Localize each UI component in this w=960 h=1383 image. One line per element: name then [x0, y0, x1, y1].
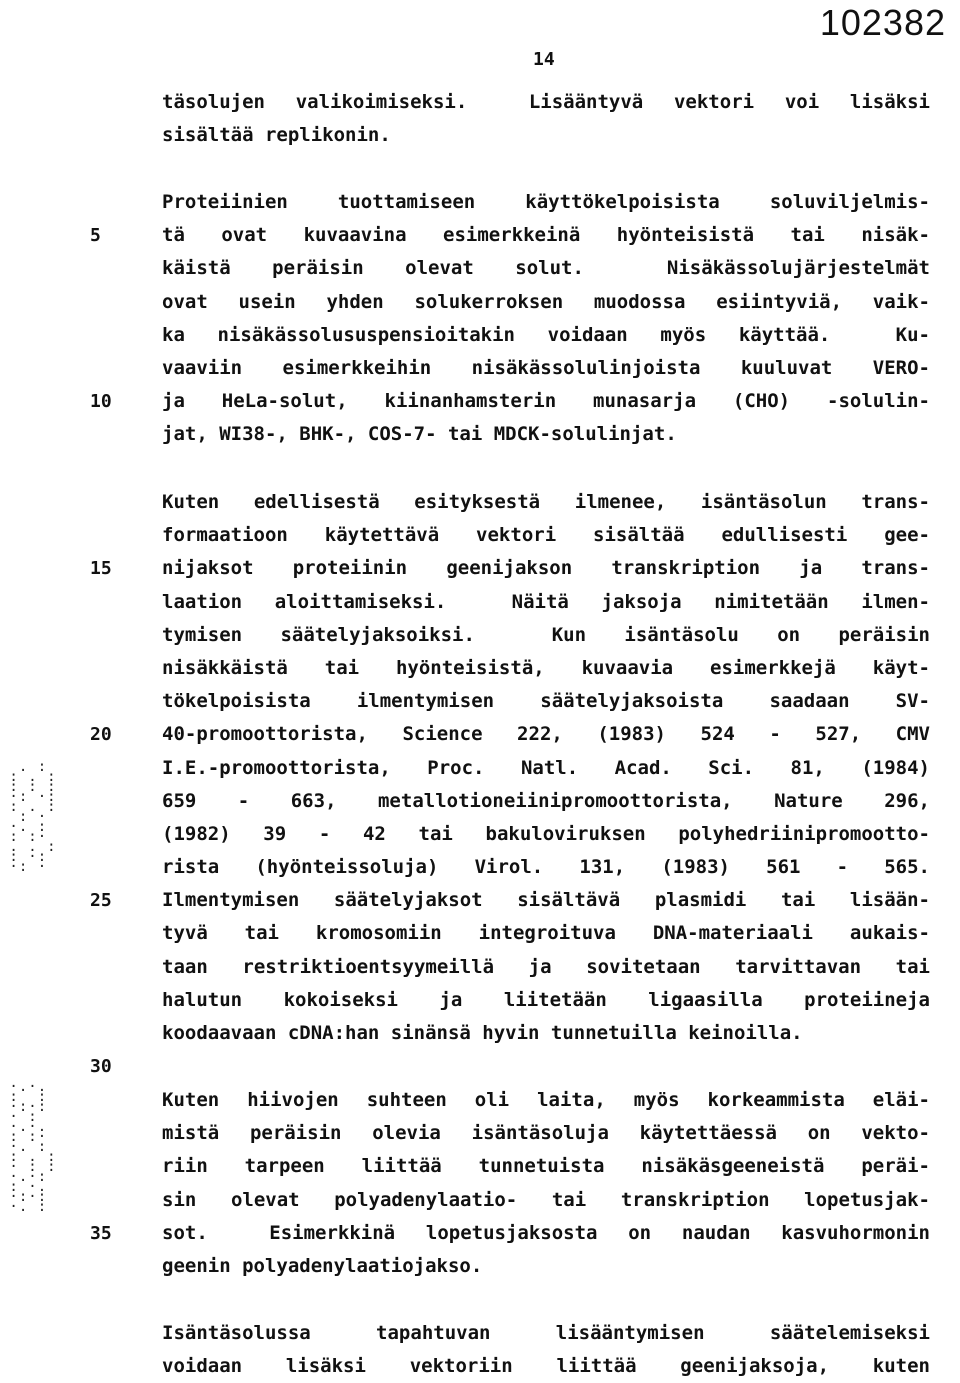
line-number-35: 35 [90, 1223, 112, 1244]
text-line: Kuten edellisestä esityksestä ilmenee, isäntäsolun trans- [162, 491, 930, 513]
paragraph-3 [162, 486, 930, 1050]
text-line: rista (hyönteissoluja) Virol. 131, (1983) 561 - 565. [162, 856, 930, 879]
text-line: voidaan lisäksi vektoriin liittää geenijaksoja, kuten [162, 1355, 930, 1378]
line-number-15: 15 [90, 558, 112, 579]
text-line: Proteiinien tuottamiseen käyttökelpoisista soluviljelmis- [162, 191, 930, 213]
line-number-10: 10 [90, 391, 112, 412]
text-line: vaaviin esimerkkeihin nisäkässolulinjoista kuuluvat VERO- [162, 356, 930, 379]
text-line: ja HeLa-solut, kiinanhamsterin munasarja (CHO) -solulin- [162, 390, 930, 413]
text-line: täsolujen valikoimiseksi. Lisääntyvä vektori voi lisäksi [162, 91, 930, 113]
page-number: 14 [533, 49, 555, 70]
text-line: mistä peräisin olevia isäntäsoluja käytettäessä on vekto- [162, 1122, 930, 1145]
line-number-25: 25 [90, 890, 112, 911]
text-line: laation aloittamiseksi. Näitä jaksoja nimitetään ilmen- [162, 590, 930, 613]
line-number-20: 20 [90, 724, 112, 745]
text-line: sisältää replikonin. [162, 124, 391, 147]
text-line: geenin polyadenylaatiojakso. [162, 1254, 483, 1277]
text-line: 659 - 663, metallotioneiinipromoottorista, Nature 296, [162, 789, 930, 812]
text-line: sot. Esimerkkinä lopetusjaksosta on naudan kasvuhormonin [162, 1221, 930, 1244]
text-line: jat, WI38-, BHK-, COS-7- tai MDCK-solulinjat. [162, 423, 677, 446]
line-number-5: 5 [90, 225, 101, 246]
text-line: tymisen säätelyjaksoiksi. Kun isäntäsolu on peräisin [162, 623, 930, 646]
text-line: sin olevat polyadenylaatio- tai transkription lopetusjak- [162, 1188, 930, 1211]
text-line: halutun kokoiseksi ja liitetään ligaasilla proteiineja [162, 988, 930, 1011]
paragraph-1 [162, 86, 930, 152]
paragraph-5 [162, 1317, 930, 1383]
text-line: koodaavaan cDNA:han sinänsä hyvin tunnetuilla keinoilla. [162, 1022, 803, 1044]
text-line: Ilmentymisen säätelyjaksot sisältävä plasmidi tai lisään- [162, 889, 930, 912]
text-line: riin tarpeen liittää tunnetuista nisäkäsgeeneistä peräi- [162, 1155, 930, 1178]
text-line: tyvä tai kromosomiin integroituva DNA-materiaali aukais- [162, 922, 930, 945]
text-line: formaatioon käytettävä vektori sisältää edullisesti gee- [162, 524, 930, 547]
text-line: tä ovat kuvaavina esimerkkeinä hyönteisistä tai nisäk- [162, 224, 930, 247]
text-line: 40-promoottorista, Science 222, (1983) 524 - 527, CMV [162, 723, 930, 746]
text-line: (1982) 39 - 42 tai bakuloviruksen polyhedriinipromootto- [162, 822, 930, 845]
paragraph-2 [162, 186, 930, 452]
text-line: Kuten hiivojen suhteen oli laita, myös korkeammista eläi- [162, 1089, 930, 1111]
text-line: käistä peräisin olevat solut. Nisäkässolujärjestelmät [162, 257, 930, 280]
line-number-30: 30 [90, 1056, 112, 1077]
text-line: ovat usein yhden solukerroksen muodossa esiintyviä, vaik- [162, 290, 930, 313]
text-line: taan restriktioentsyymeillä ja sovitetaan tarvittavan tai [162, 955, 930, 978]
text-line: Isäntäsolussa tapahtuvan lisääntymisen säätelemiseksi [162, 1322, 930, 1344]
text-line: nijaksot proteiinin geenijakson transkription ja trans- [162, 557, 930, 580]
text-line: I.E.-promoottorista, Proc. Natl. Acad. Sci. 81, (1984) [162, 756, 930, 779]
paragraph-4 [162, 1084, 930, 1283]
text-line: ka nisäkässolususpensioitakin voidaan myös käyttää. Ku- [162, 323, 930, 346]
text-line: nisäkkäistä tai hyönteisistä, kuvaavia esimerkkejä käyt- [162, 656, 930, 679]
margin-speckle-marks-upper: . : : . : : : : ·: ·: : . : : · ·. : : :· . . : : ·: ·: · [9, 759, 57, 875]
text-line: tökelpoisista ilmentymisen säätelyjaksoista saadaan SV- [162, 690, 930, 713]
document-number: 102382 [819, 2, 946, 43]
margin-speckle-marks-lower: ·.·. : : ·:·: · : ·.·. : :· ·. : : . : · : : ·.·: : ·. ·:·: ·. : [9, 1079, 57, 1215]
